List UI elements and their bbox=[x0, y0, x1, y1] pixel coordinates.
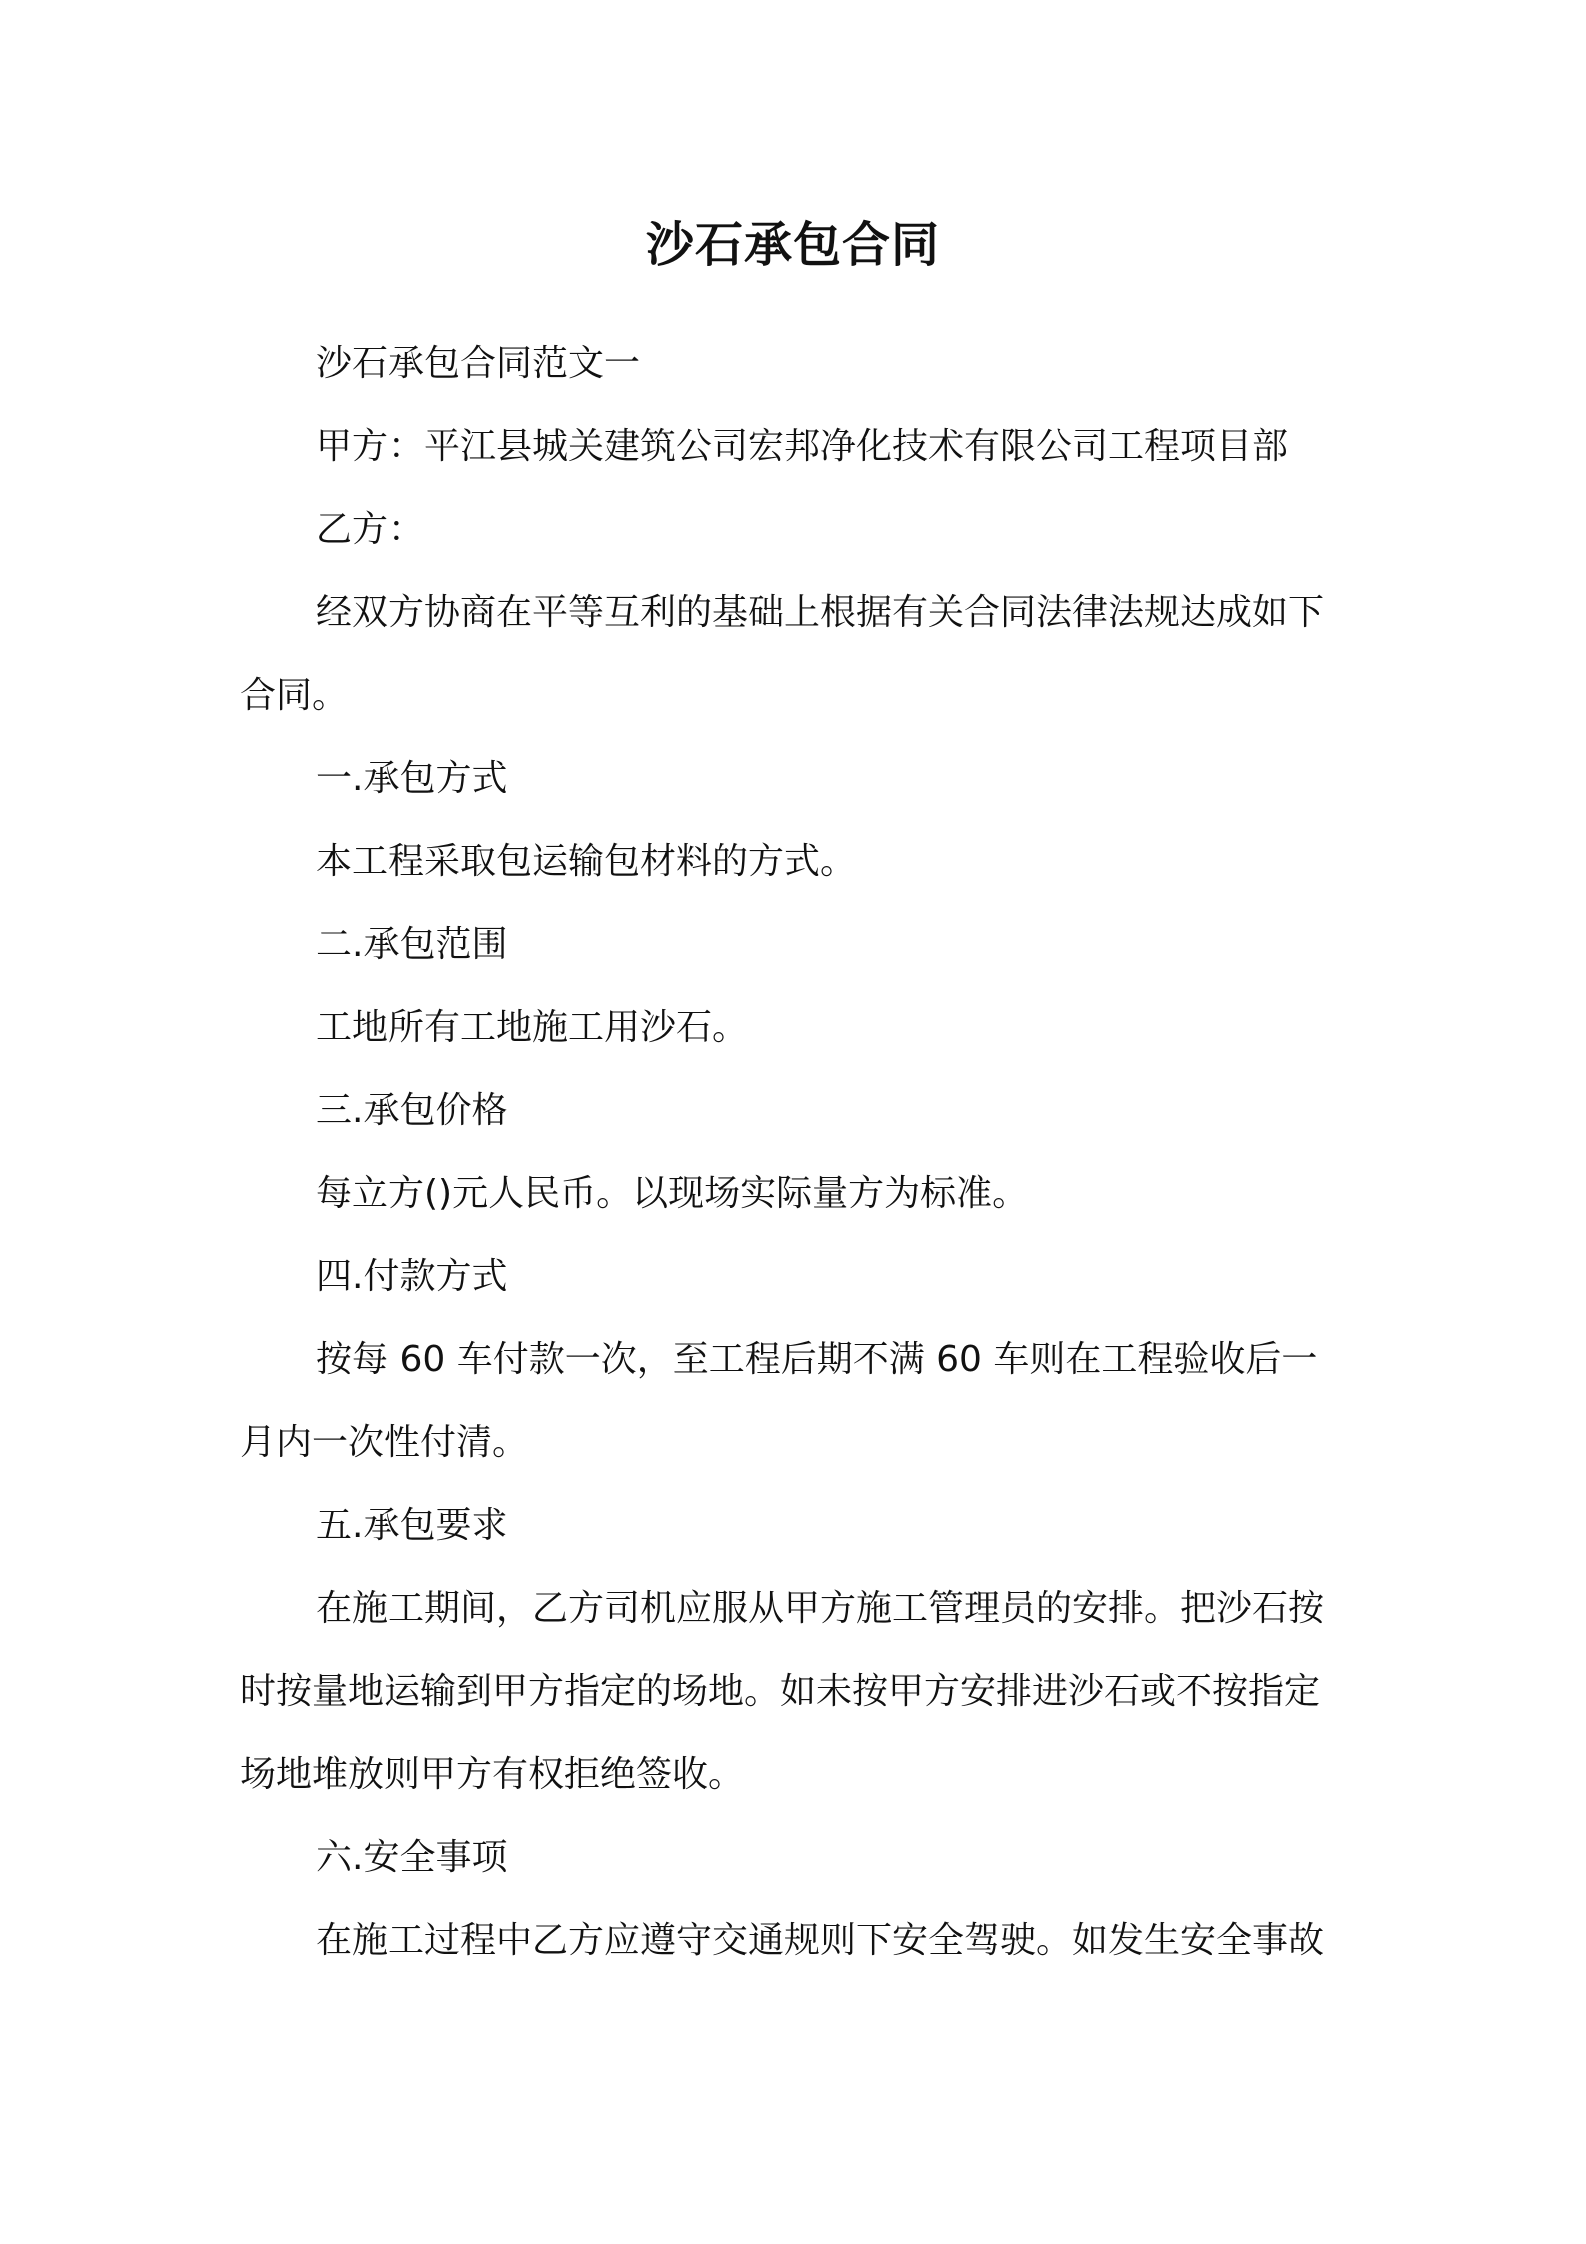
section-body-6: 在施工过程中乙方应遵守交通规则下安全驾驶。如发生安全事故 bbox=[316, 1920, 1325, 1961]
section-heading-2: 二.承包范围 bbox=[316, 924, 508, 965]
document-body bbox=[240, 322, 1350, 1982]
section-heading-5: 五.承包要求 bbox=[316, 1505, 508, 1546]
section-body-5: 在施工期间，乙方司机应服从甲方施工管理员的安排。把沙石按时按量地运输到甲方指定的场地。如未按甲方安排进沙石或不按指定场地堆放则甲方有权拒绝签收。 bbox=[240, 1588, 1325, 1795]
paragraph-party-b: 乙方： bbox=[316, 509, 425, 550]
document-title: 沙石承包合同 bbox=[645, 217, 940, 273]
paragraph-party-a: 甲方：平江县城关建筑公司宏邦净化技术有限公司工程项目部 bbox=[316, 426, 1289, 467]
paragraph-subtitle: 沙石承包合同范文一 bbox=[316, 343, 641, 384]
section-heading-1: 一.承包方式 bbox=[316, 758, 508, 799]
section-heading-3: 三.承包价格 bbox=[316, 1090, 508, 1131]
section-heading-4: 四.付款方式 bbox=[316, 1256, 508, 1297]
section-body-3: 每立方()元人民币。以现场实际量方为标准。 bbox=[316, 1173, 1029, 1214]
paragraph-preamble: 经双方协商在平等互利的基础上根据有关合同法律法规达成如下合同。 bbox=[240, 592, 1325, 716]
section-body-1: 本工程采取包运输包材料的方式。 bbox=[316, 841, 857, 882]
section-body-2: 工地所有工地施工用沙石。 bbox=[316, 1007, 749, 1048]
section-heading-6: 六.安全事项 bbox=[316, 1837, 508, 1878]
section-body-4: 按每 60 车付款一次，至工程后期不满 60 车则在工程验收后一月内一次性付清。 bbox=[240, 1339, 1318, 1463]
